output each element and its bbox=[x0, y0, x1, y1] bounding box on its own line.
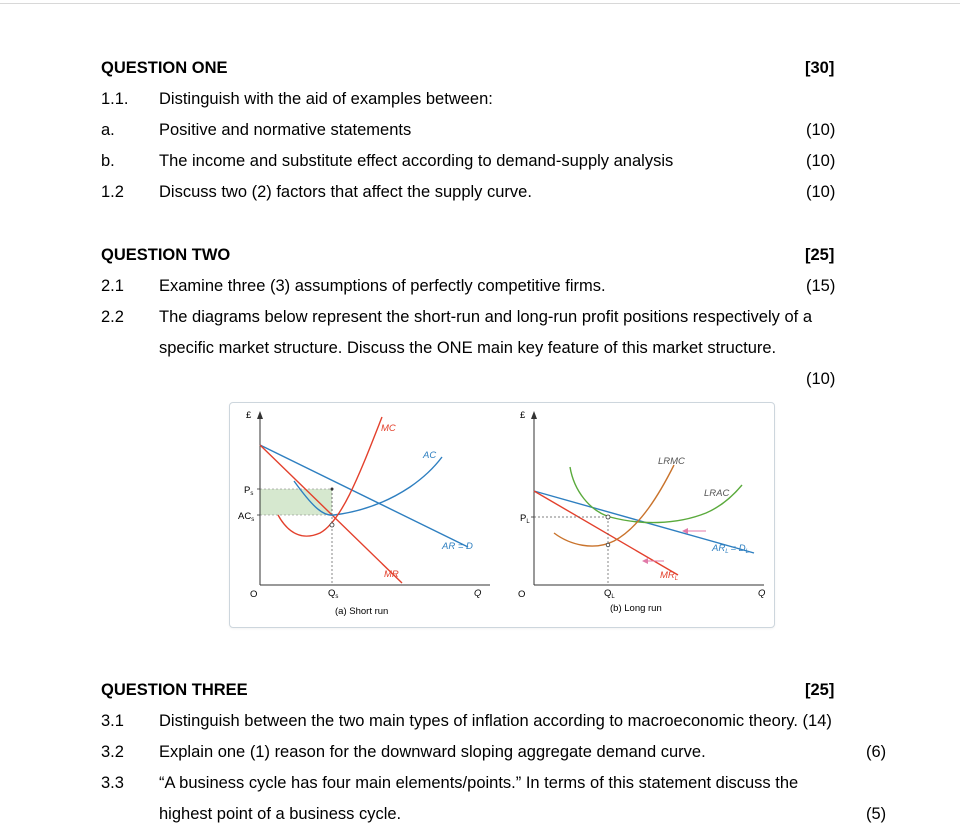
question-two-marks: [25] bbox=[805, 246, 835, 264]
long-run-panel bbox=[518, 410, 766, 614]
ar-d-label: $AR_L = D_L$ bbox=[712, 543, 749, 555]
profit-diagrams bbox=[230, 403, 774, 627]
shift-arrow-mr-head bbox=[642, 558, 648, 564]
question-two-title: QUESTION TWO bbox=[101, 246, 231, 264]
tangency-point bbox=[606, 515, 610, 519]
item-number: b. bbox=[101, 152, 115, 170]
mr-label: $MR_L$ bbox=[660, 570, 679, 582]
item-text: “A business cycle has four main elements/points.” In terms of this statement discuss the bbox=[159, 774, 799, 792]
currency-label: £ bbox=[520, 410, 526, 421]
quantity-label: $Q_s$ bbox=[328, 588, 339, 600]
ac-level-label: $AC_s$ bbox=[238, 511, 255, 523]
x-axis-label: Q bbox=[758, 588, 766, 599]
y-axis-arrow bbox=[257, 411, 263, 419]
item-number: 3.3 bbox=[101, 774, 124, 792]
item-text: Examine three (3) assumptions of perfectly competitive firms. bbox=[159, 277, 606, 295]
origin-label: O bbox=[250, 589, 258, 600]
price-label: $P_L$ bbox=[520, 513, 530, 525]
item-number: 1.2 bbox=[101, 183, 124, 201]
item-number: a. bbox=[101, 121, 115, 139]
item-text: Explain one (1) reason for the downward sloping aggregate demand curve. bbox=[159, 743, 706, 761]
item-text: Positive and normative statements bbox=[159, 121, 412, 139]
item-marks: (5) bbox=[866, 805, 887, 823]
y-axis-arrow bbox=[531, 411, 537, 419]
item-text: Distinguish between the two main types of inflation according to macroeconomic theory. (14) bbox=[159, 712, 832, 730]
short-run-caption: (a) Short run bbox=[335, 606, 389, 617]
item-text: Distinguish with the aid of examples between: bbox=[159, 90, 493, 108]
ac-label: AC bbox=[423, 450, 437, 461]
short-run-panel bbox=[238, 410, 490, 617]
ar-label: AR = D bbox=[442, 541, 473, 552]
item-number: 2.2 bbox=[101, 308, 124, 326]
item-text: specific market structure. Discuss the ONE main key feature of this market structure. bbox=[159, 339, 777, 357]
mr-lrmc-intersection bbox=[606, 543, 610, 547]
item-marks: (15) bbox=[806, 277, 836, 295]
item-number: 3.1 bbox=[101, 712, 124, 730]
item-text: Discuss two (2) factors that affect the supply curve. bbox=[159, 183, 532, 201]
quantity-label: $Q_L$ bbox=[604, 588, 615, 600]
item-number: 2.1 bbox=[101, 277, 124, 295]
origin-label: O bbox=[518, 589, 526, 600]
question-three-title: QUESTION THREE bbox=[101, 681, 248, 699]
item-marks: (10) bbox=[806, 121, 836, 139]
x-axis-label: Q bbox=[474, 588, 482, 599]
question-three-marks: [25] bbox=[805, 681, 835, 699]
mr-curve bbox=[534, 491, 678, 575]
item-marks: (10) bbox=[806, 183, 836, 201]
item-marks: (10) bbox=[806, 152, 836, 170]
price-label: $P_s$ bbox=[244, 485, 254, 497]
item-text: The diagrams below represent the short-run and long-run profit positions respectively of a bbox=[159, 308, 813, 326]
item-text: The income and substitute effect according to demand-supply analysis bbox=[159, 152, 674, 170]
mc-curve bbox=[278, 417, 382, 536]
mr-label: MR bbox=[384, 569, 399, 580]
top-border bbox=[0, 3, 960, 4]
item-text: highest point of a business cycle. bbox=[159, 805, 402, 823]
lrmc-label: LRMC bbox=[658, 456, 685, 467]
item-marks: (10) bbox=[806, 370, 836, 388]
profit-diagram-figure bbox=[229, 402, 775, 628]
ar-profit-point bbox=[331, 488, 334, 491]
long-run-caption: (b) Long run bbox=[610, 603, 662, 614]
currency-label: £ bbox=[246, 410, 252, 421]
question-one-title: QUESTION ONE bbox=[101, 59, 228, 77]
item-number: 3.2 bbox=[101, 743, 124, 761]
mc-mr-intersection bbox=[330, 523, 334, 527]
item-number: 1.1. bbox=[101, 90, 129, 108]
item-marks: (6) bbox=[866, 743, 887, 761]
question-one-marks: [30] bbox=[805, 59, 835, 77]
mc-label: MC bbox=[381, 423, 396, 434]
lrac-label: LRAC bbox=[704, 488, 730, 499]
